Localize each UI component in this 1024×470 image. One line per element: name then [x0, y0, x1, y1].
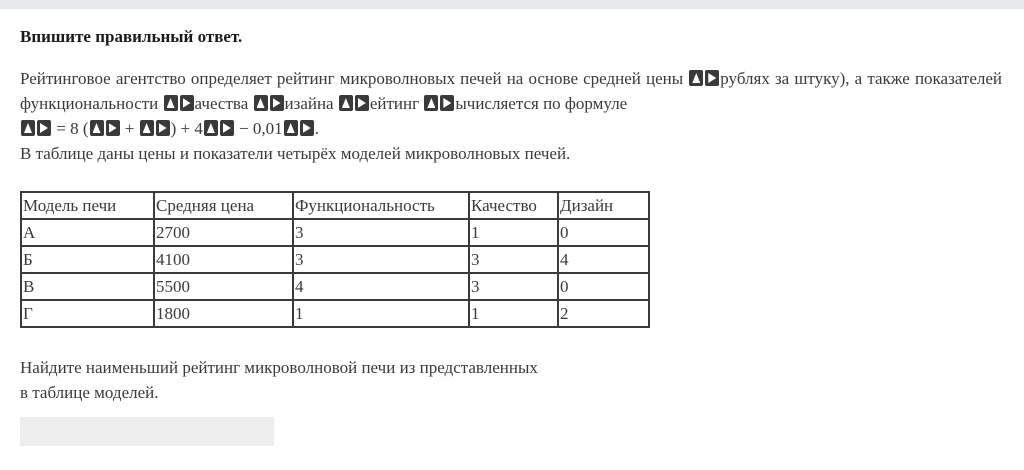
cell-quality: 3 — [469, 246, 558, 273]
cell-quality: 3 — [469, 273, 558, 300]
formula-equals: = 8 ( — [56, 119, 89, 138]
broken-formula-image-icon — [204, 120, 218, 136]
answer-input[interactable] — [20, 417, 274, 446]
table-row — [21, 273, 649, 300]
broken-formula-image-icon — [106, 120, 120, 136]
broken-formula-image-icon — [90, 120, 104, 136]
broken-formula-image-icon — [270, 95, 284, 111]
cell-design: 0 — [558, 219, 649, 246]
table-header-row — [21, 192, 649, 219]
table-row — [21, 219, 649, 246]
question-text — [20, 355, 620, 405]
rating-formula — [20, 116, 1002, 141]
header-model: Модель печи — [21, 192, 154, 219]
broken-formula-image-icon — [355, 95, 369, 111]
header-quality: Качество — [469, 192, 558, 219]
cell-quality: 1 — [469, 219, 558, 246]
broken-formula-image-icon — [37, 120, 51, 136]
formula-minus: − 0,01 — [239, 119, 283, 138]
cell-price: 5500 — [154, 273, 293, 300]
cell-functionality: 4 — [293, 273, 469, 300]
broken-formula-image-icon — [440, 95, 454, 111]
cell-quality: 1 — [469, 300, 558, 327]
paragraph-text-6: ычисляется по формуле — [455, 94, 628, 113]
paragraph-text-5: ейтинг — [369, 94, 420, 113]
broken-formula-image-icon — [689, 70, 703, 86]
broken-formula-image-icon — [254, 95, 268, 111]
task-content — [20, 26, 1002, 446]
paragraph-text-3: ачества — [194, 94, 249, 113]
broken-formula-image-icon — [164, 95, 178, 111]
models-table — [20, 191, 650, 328]
broken-formula-image-icon — [21, 120, 35, 136]
cell-price: 4100 — [154, 246, 293, 273]
broken-formula-image-icon — [156, 120, 170, 136]
header-price: Средняя цена — [154, 192, 293, 219]
broken-formula-image-icon — [300, 120, 314, 136]
formula-plus: + — [124, 119, 135, 138]
question-line-1: Найдите наименьший рейтинг микроволновой печи из представленных — [20, 358, 538, 377]
cell-model: А — [21, 219, 154, 246]
top-bar — [0, 0, 1024, 9]
broken-formula-image-icon — [140, 120, 154, 136]
cell-functionality: 3 — [293, 219, 469, 246]
question-line-2: в таблице моделей. — [20, 383, 159, 402]
formula-end: . — [314, 119, 319, 138]
broken-formula-image-icon — [220, 120, 234, 136]
cell-design: 0 — [558, 273, 649, 300]
cell-model: Б — [21, 246, 154, 273]
formula-close: ) + 4 — [170, 119, 203, 138]
cell-model: В — [21, 273, 154, 300]
header-functionality: Функциональность — [293, 192, 469, 219]
task-heading: Впишите правильный ответ. — [20, 27, 243, 46]
table-intro: В таблице даны цены и показатели четырёх моделей микроволновых печей. — [20, 144, 571, 163]
cell-price: 2700 — [154, 219, 293, 246]
broken-formula-image-icon — [424, 95, 438, 111]
cell-model: Г — [21, 300, 154, 327]
cell-functionality: 1 — [293, 300, 469, 327]
paragraph-text-2: рублях за штуку), а также показателей функциональности — [20, 69, 1003, 113]
broken-formula-image-icon — [284, 120, 298, 136]
paragraph-text-1: Рейтинговое агентство определяет рейтинг микроволновых печей на основе средней цены — [20, 69, 684, 88]
header-design: Дизайн — [558, 192, 649, 219]
cell-design: 2 — [558, 300, 649, 327]
cell-design: 4 — [558, 246, 649, 273]
task-paragraph — [20, 66, 1002, 116]
cell-functionality: 3 — [293, 246, 469, 273]
table-row — [21, 246, 649, 273]
paragraph-text-4: изайна — [284, 94, 334, 113]
cell-price: 1800 — [154, 300, 293, 327]
table-row — [21, 300, 649, 327]
broken-formula-image-icon — [705, 70, 719, 86]
broken-formula-image-icon — [339, 95, 353, 111]
broken-formula-image-icon — [180, 95, 194, 111]
